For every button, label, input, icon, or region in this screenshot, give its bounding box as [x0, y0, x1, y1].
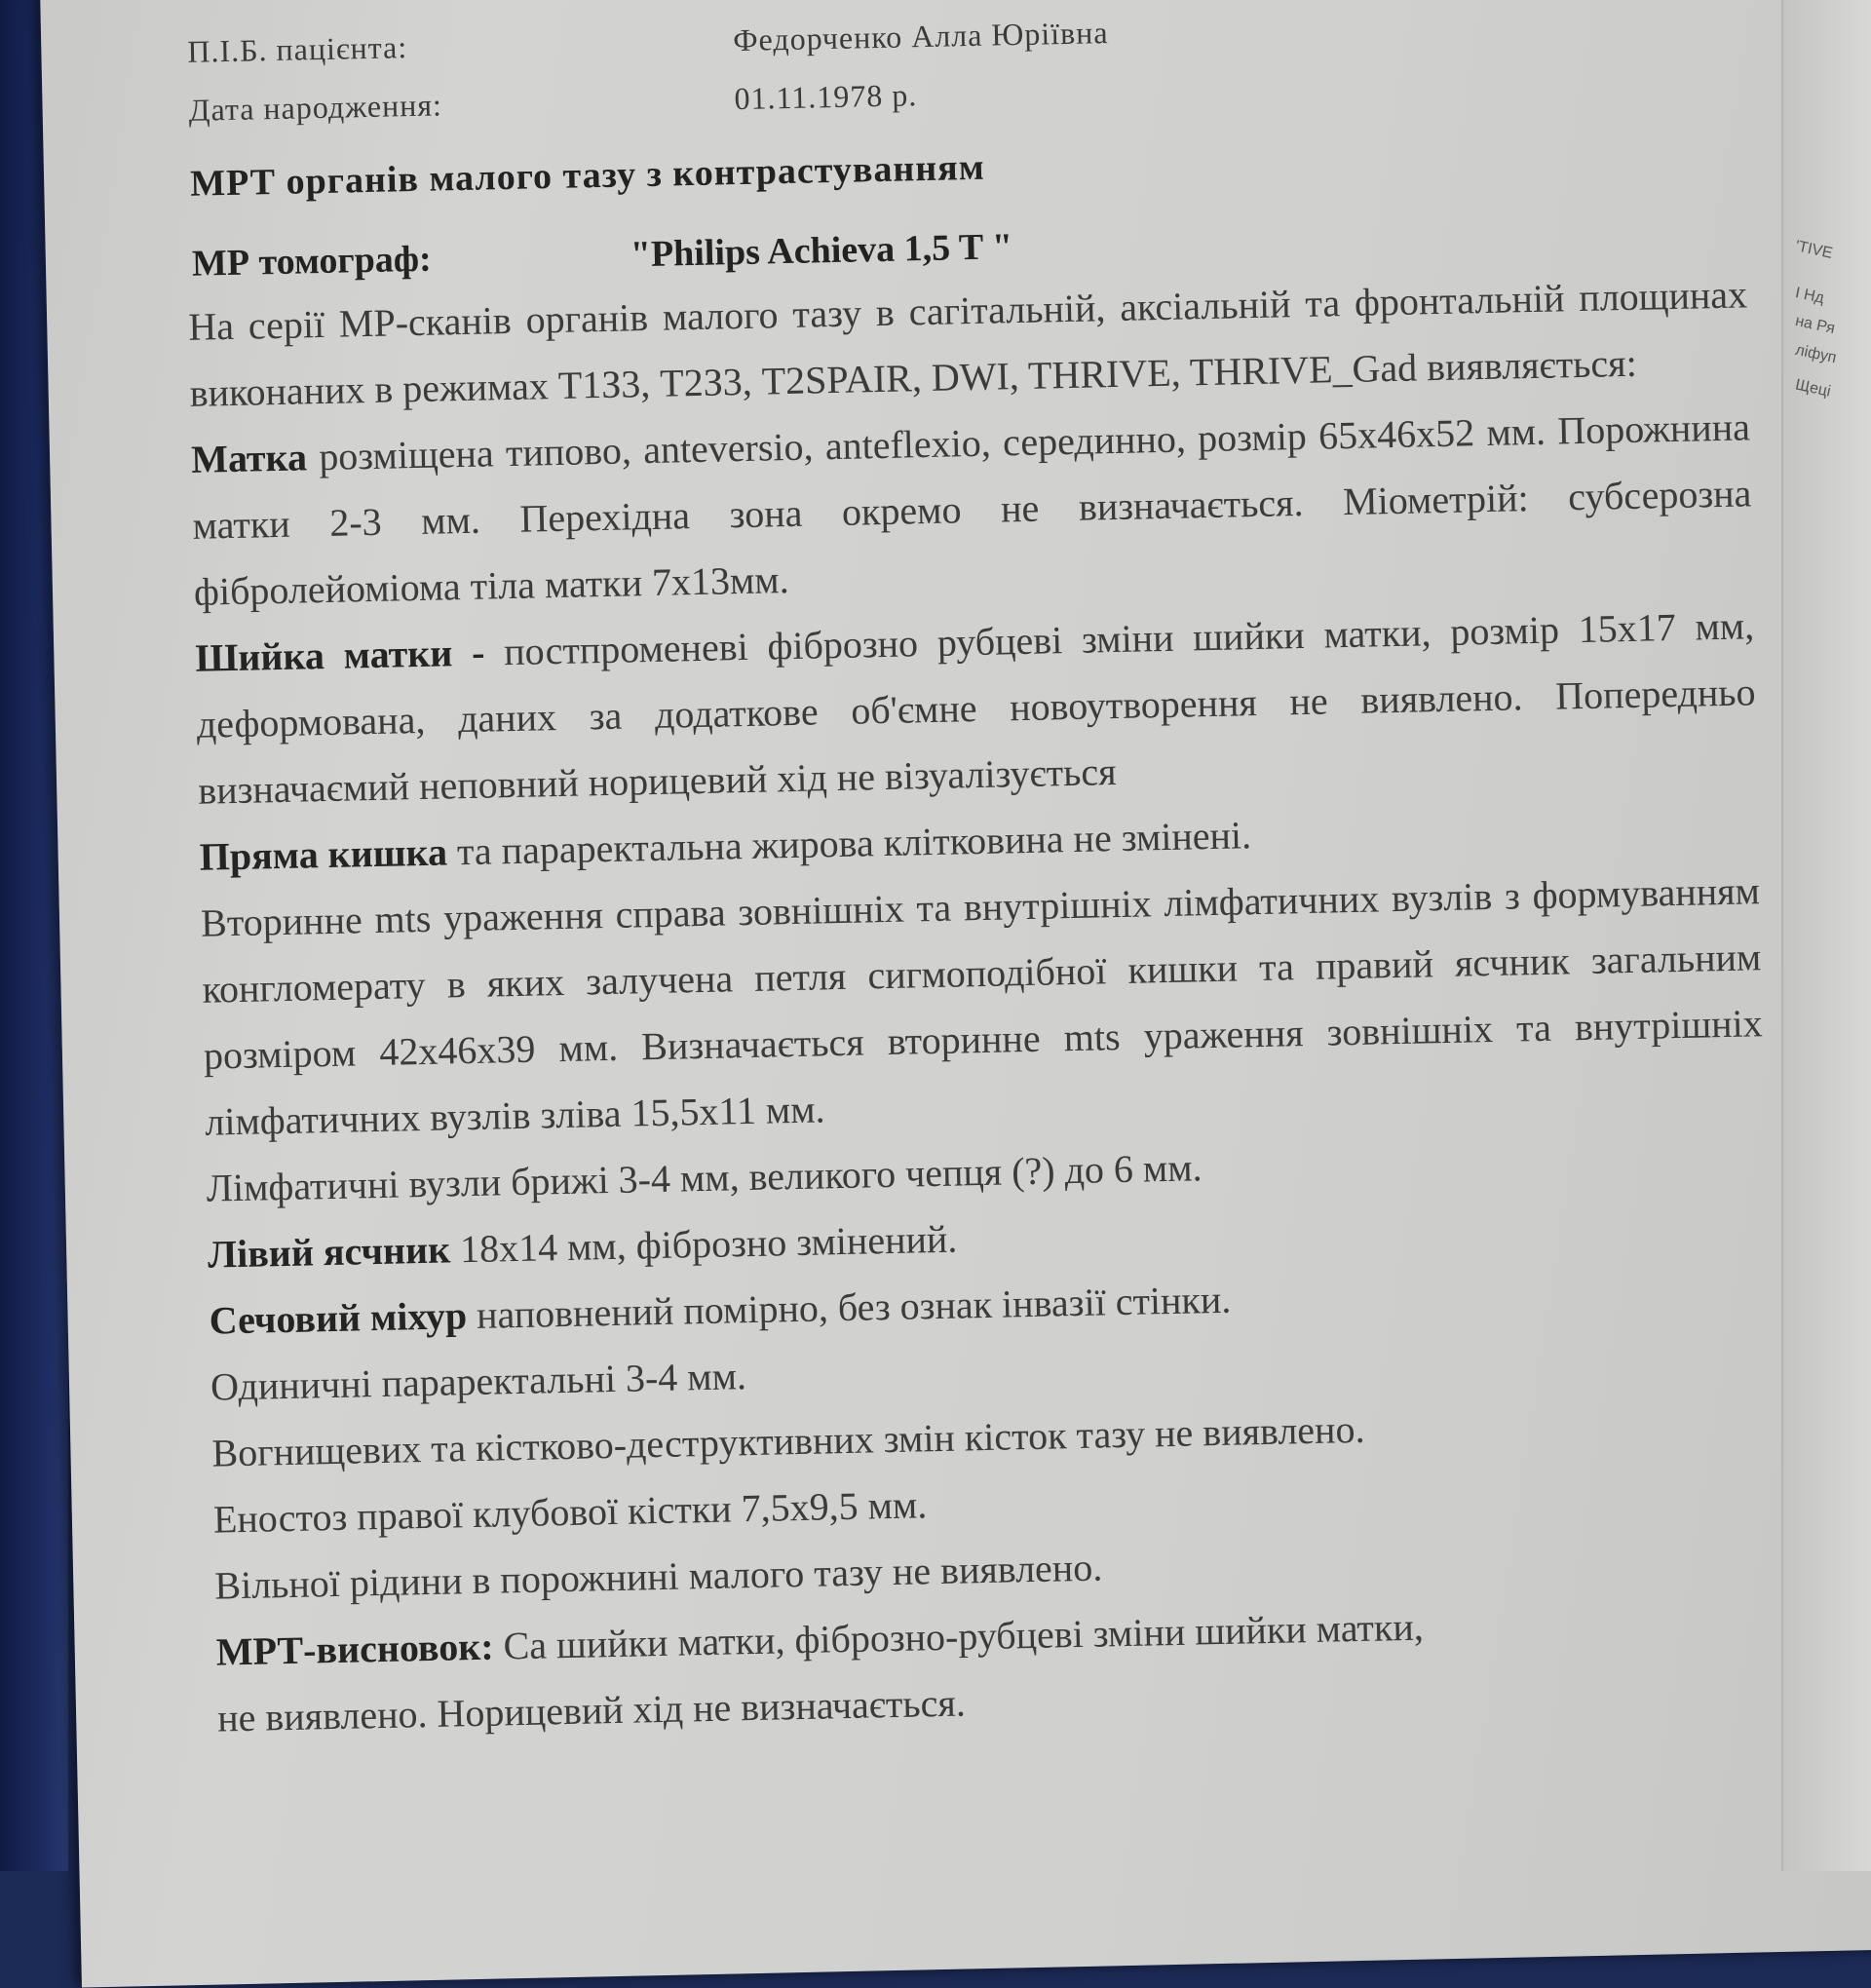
scanner-label: МР томограф: — [191, 238, 433, 285]
side-fragment: Щеці — [1793, 376, 1833, 401]
report-title: МРТ органів малого тазу з контрастуванням — [189, 146, 986, 205]
lymph-paragraph: Лімфатичні вузли брижі 3-4 мм, великого чепця (?) до 6 мм. — [206, 1145, 1203, 1210]
cervix-paragraph — [195, 593, 1758, 823]
side-fragment: І Нд — [1793, 285, 1826, 307]
side-fragment: на Ря — [1793, 312, 1837, 338]
intro-paragraph: На серії МР-сканів органів малого тазу в сагітальній, аксіальній та фронтальній площинах виконаних в режимах Т1З3, Т2З3, T2SPAIR, DWI, THRIVE, THRIVE_Gad виявляється: — [187, 272, 1748, 415]
bladder-label: Сечовий міхур — [209, 1293, 468, 1343]
uterus-paragraph — [190, 394, 1753, 625]
side-sheet — [1781, 0, 1871, 1871]
uterus-label: Матка — [190, 435, 308, 481]
cervix-label: Шийка матки - — [194, 630, 485, 680]
cervix-text: постпроменеві фіброзно рубцеві зміни шийки матки, розмір 15х17 мм, деформована, даних за додаткове об'ємне новоутворення не виявлено. Попередньо визначаємий неповний норицевий хід не візуалізується — [196, 603, 1756, 813]
dob-value: 01.11.1978 р. — [734, 77, 918, 117]
bladder-text: наповнений помірно, без ознак інвазії стінки. — [466, 1277, 1232, 1338]
conclusion-label: МРТ-висновок: — [215, 1624, 495, 1674]
cut-last-line: не виявлено. Норицевий хід не визначається. — [216, 1680, 967, 1740]
report-body — [188, 261, 1777, 1751]
patient-name-value: Федорченко Алла Юріївна — [732, 15, 1109, 58]
scanner-model: "Philips Achieva 1,5 T " — [630, 226, 1013, 276]
left-ovary-text: 18х14 мм, фіброзно змінений. — [449, 1216, 958, 1272]
dob-label: Дата народження: — [188, 87, 443, 128]
left-ovary-label: Лівий ясчник — [207, 1227, 451, 1277]
side-fragment: 'TIVE — [1793, 238, 1835, 262]
enostosis-paragraph: Еностоз правої клубової кістки 7,5х9,5 мм. — [212, 1482, 928, 1542]
conclusion-text: Са шийки матки, фіброзно-рубцеві зміни шийки матки, — [493, 1604, 1425, 1668]
mts-paragraph: Вторинне mts ураження справа зовнішніх та внутрішніх лімфатичних вузлів з формуванням конгломерату в яких залучена петля сигмоподібної кишки та правий ясчник загальним розміром 42х46х39 мм. Визначається вторинне mts ураження зовнішніх та внутрішніх лімфатичних вузлів зліва 15,5х11 мм. — [200, 868, 1764, 1144]
scanner-line — [191, 226, 1013, 286]
uterus-text: розміщена типово, anteversio, anteflexio, серединно, розмір 65х46х52 мм. Порожнина матки 2-3 мм. Перехідна зона окремо не визначається. Міометрій: субсерозна фібролейоміома тіла матки 7х13мм. — [192, 404, 1752, 614]
rectum-text: та параректальна жирова клітковина не змінені. — [446, 813, 1252, 874]
report-page — [39, 0, 1871, 1988]
side-fragment: ліфуп — [1793, 341, 1838, 367]
rectum-label: Пряма кишка — [199, 829, 448, 879]
pararectal-paragraph: Одиничні параректальні 3-4 мм. — [210, 1354, 747, 1409]
fluid-paragraph: Вільної рідини в порожнині малого тазу не виявлено. — [213, 1545, 1103, 1608]
patient-name-label: П.І.Б. пацієнта: — [187, 29, 408, 69]
bones-paragraph: Вогнищевих та кістково-деструктивних змін кісток тазу не виявлено. — [211, 1406, 1365, 1475]
